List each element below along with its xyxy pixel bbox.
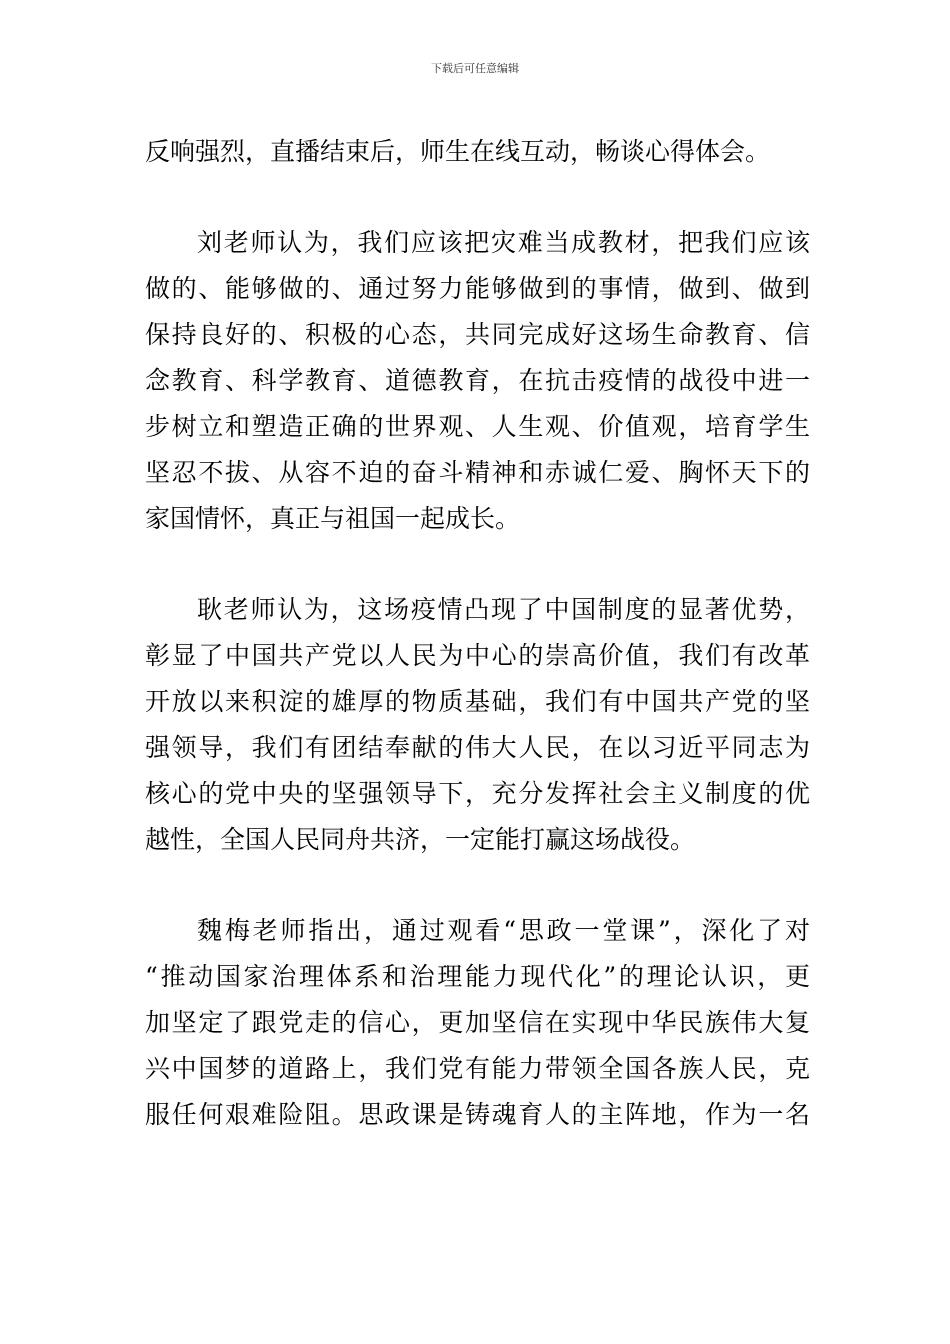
paragraph-continuation (145, 129, 810, 175)
paragraph-gap (145, 175, 810, 220)
paragraph-wei (145, 908, 810, 1138)
page-header: 下载后可任意编辑 (431, 62, 519, 75)
paragraph-gap (145, 863, 810, 908)
text-line: 加坚定了跟党走的信心，更加坚信在实现中华民族伟大复 (145, 1008, 810, 1037)
text-line: 反响强烈，直播结束后，师生在线互动，畅谈心得体会。 (145, 137, 771, 166)
document-body (145, 129, 810, 1138)
text-line: 强领导，我们有团结奉献的伟大人民，在以习近平同志为 (145, 733, 810, 762)
text-line: 念教育、科学教育、道德教育，在抗击疫情的战役中进一 (145, 366, 810, 395)
text-line: 保持良好的、积极的心态，共同完成好这场生命教育、信 (145, 320, 810, 349)
text-line: 做的、能够做的、通过努力能够做到的事情，做到、做到 (145, 274, 810, 303)
text-line: 耿老师认为，这场疫情凸现了中国制度的显著优势， (197, 595, 810, 624)
text-line: 服任何艰难险阻。思政课是铸魂育人的主阵地，作为一名 (145, 1100, 810, 1129)
text-line: “推动国家治理体系和治理能力现代化”的理论认识，更 (145, 962, 810, 991)
text-line: 刘老师认为，我们应该把灾难当成教材，把我们应该 (197, 228, 810, 257)
text-line: 步树立和塑造正确的世界观、人生观、价值观，培育学生 (145, 412, 810, 441)
paragraph-liu (145, 220, 810, 542)
text-line: 彰显了中国共产党以人民为中心的崇高价值，我们有改革 (145, 641, 810, 670)
text-line: 核心的党中央的坚强领导下，充分发挥社会主义制度的优 (145, 779, 810, 808)
text-line: 魏梅老师指出，通过观看“思政一堂课”，深化了对 (197, 916, 810, 945)
paragraph-geng (145, 587, 810, 863)
paragraph-gap (145, 542, 810, 587)
text-line: 开放以来积淀的雄厚的物质基础，我们有中国共产党的坚 (145, 687, 810, 716)
text-line: 兴中国梦的道路上，我们党有能力带领全国各族人民，克 (145, 1054, 810, 1083)
text-line: 越性，全国人民同舟共济，一定能打赢这场战役。 (145, 825, 696, 854)
text-line: 家国情怀，真正与祖国一起成长。 (145, 504, 521, 533)
text-line: 坚忍不拔、从容不迫的奋斗精神和赤诚仁爱、胸怀天下的 (145, 458, 810, 487)
